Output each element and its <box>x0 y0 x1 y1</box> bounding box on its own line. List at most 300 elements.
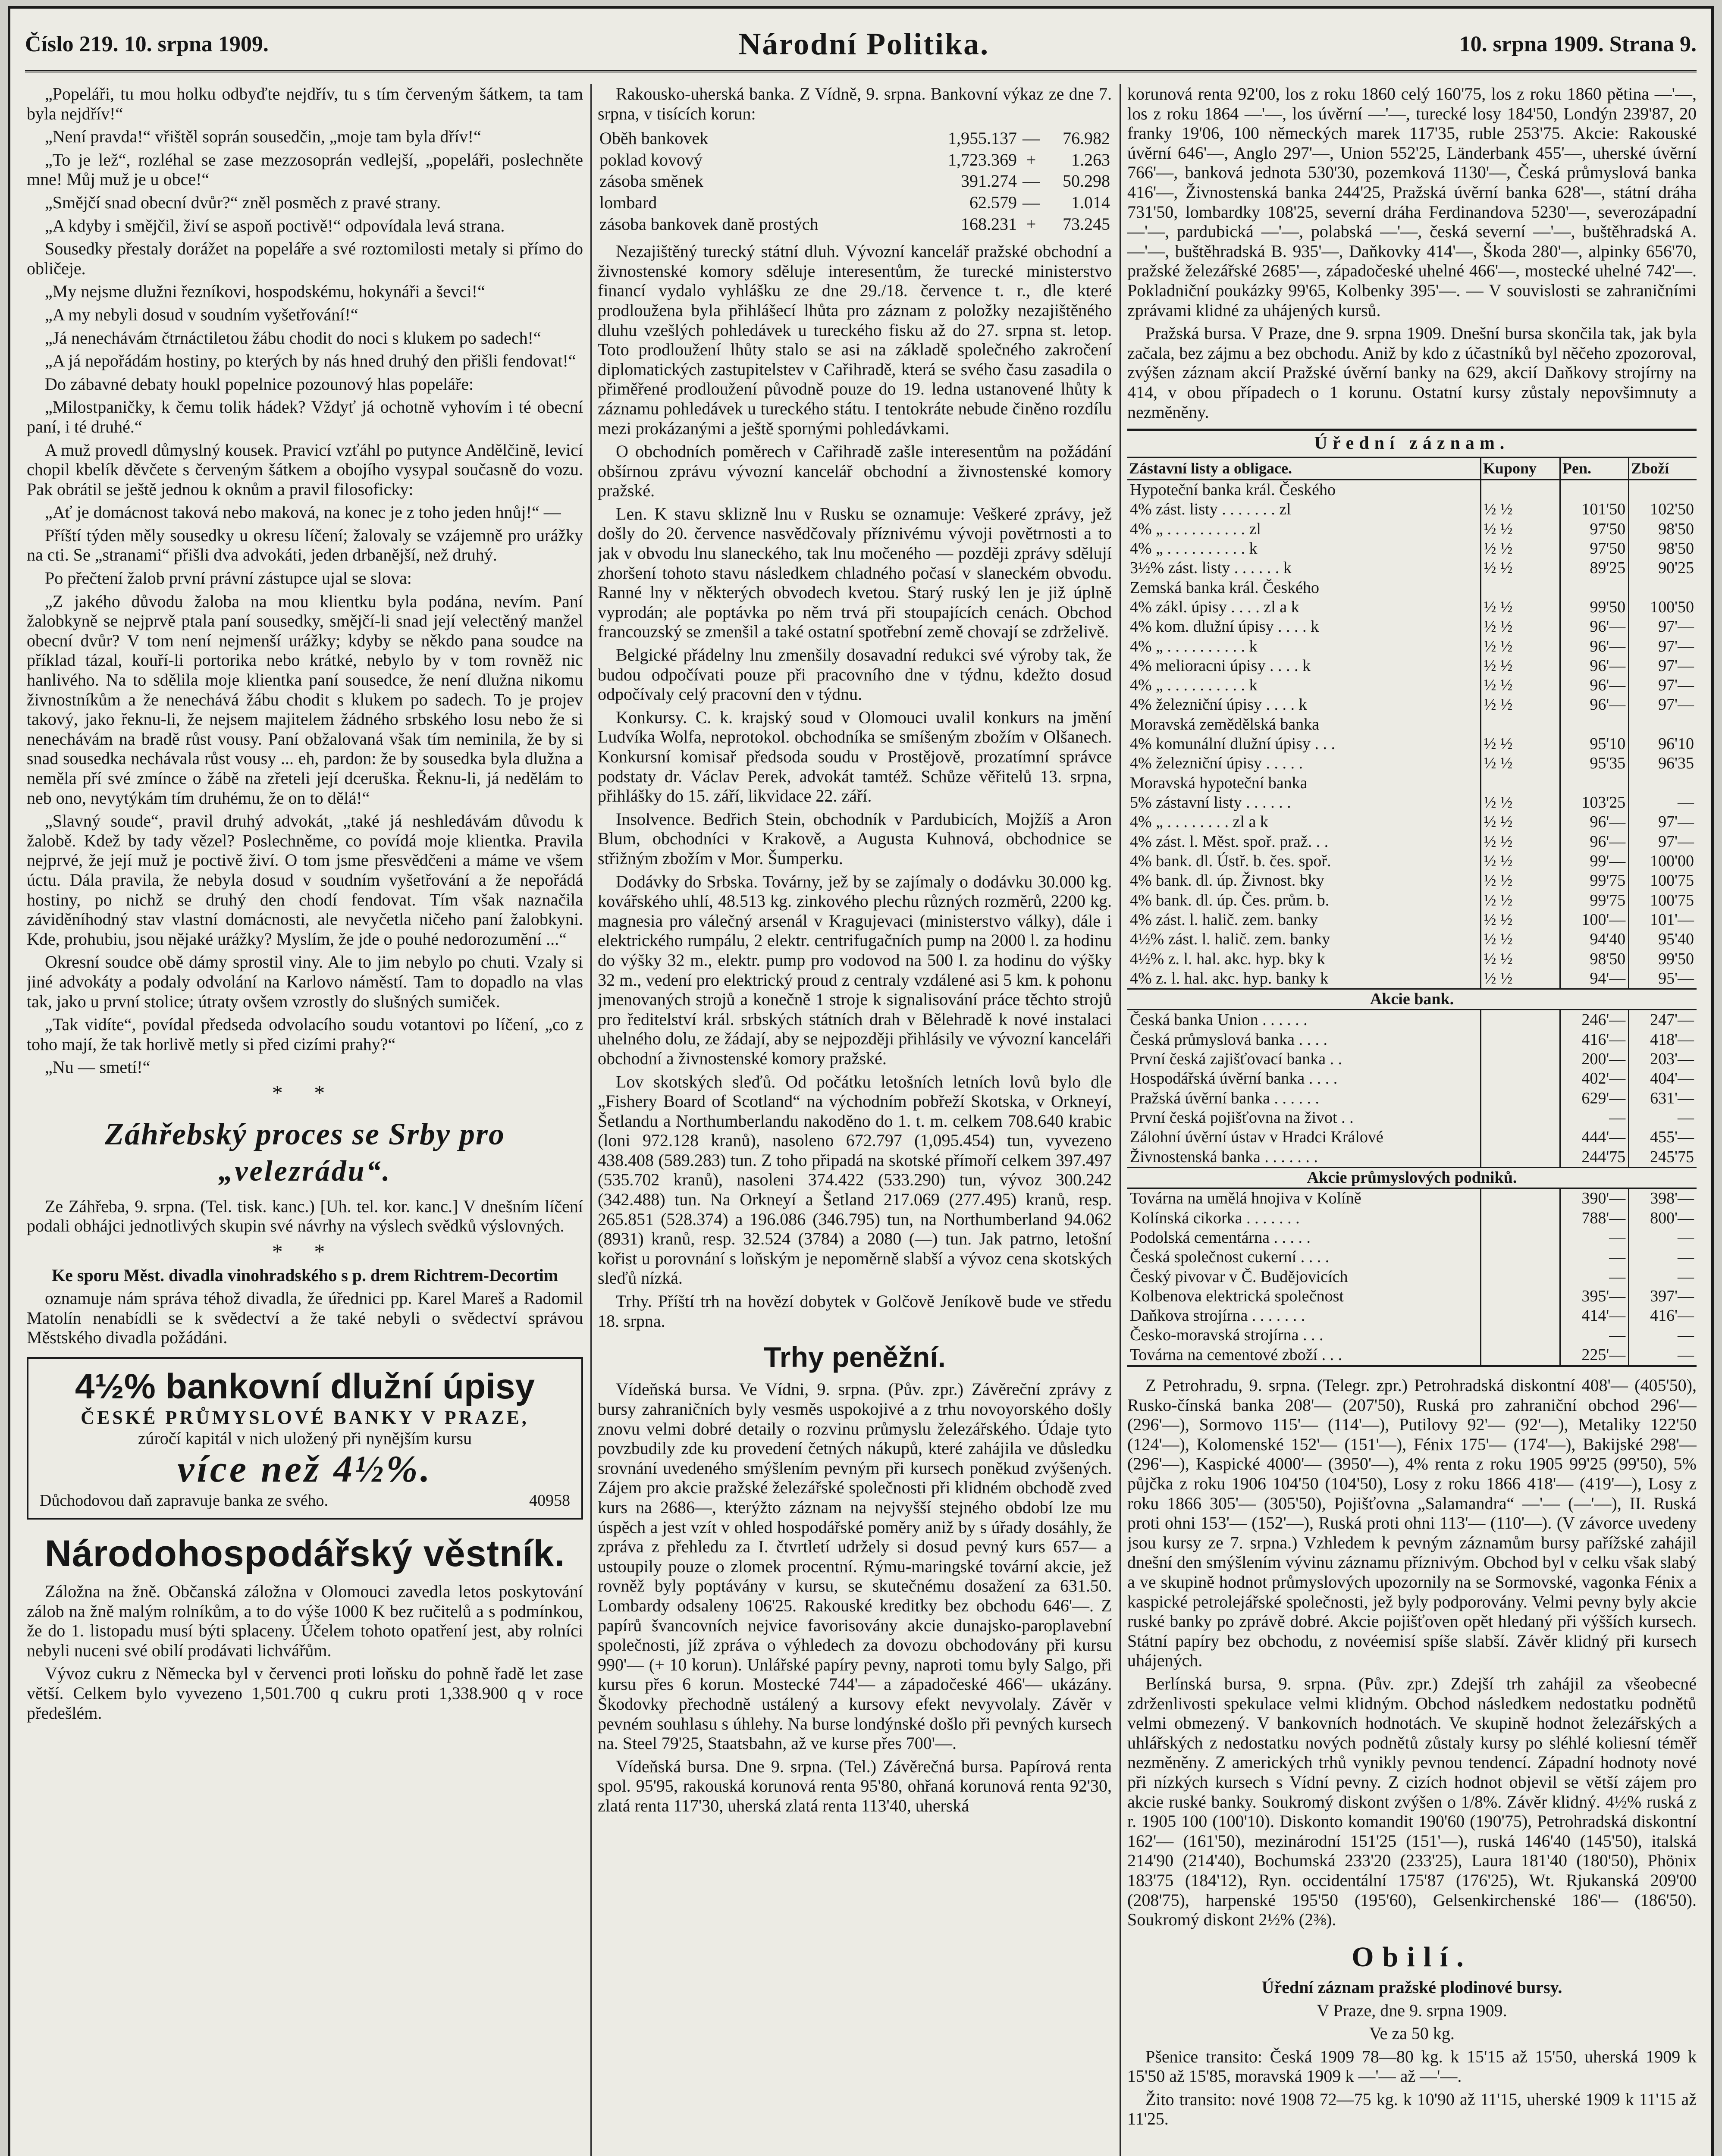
quote-cell-pen: 101'50 <box>1560 500 1629 519</box>
table-row <box>1127 1089 1697 1108</box>
news-item: Len. K stavu sklizně lnu v Rusku se oznamuje: Veškeré zprávy, jež došly do 20. července nasvědčovaly příznivému vývoji povětrnosti a to jak v obvodu lnu slaneckého, tak lnu močeného — později zprávy sdělují zhoršení tohoto stavu následkem chladného počasí v slaneckém obvodu. Ranné lny v některých obvodech kvetou. Starý ruský len je již úplně vyprodán; ale poptávka po něm trvá při stoupajících cenách. Obchod francouzský se zmenšil a také ostatní spotřební země chovají se zdrželivě. <box>598 504 1112 642</box>
ad-footer-note: Důchodovou daň zapravuje banka ze svého. <box>40 1491 328 1510</box>
table-row <box>1127 1209 1697 1228</box>
quote-cell-zbozi: 97'— <box>1629 676 1697 695</box>
quote-cell-name: Česká banka Union . . . . . . <box>1130 1011 1308 1029</box>
quote-cell-kup: ½ ½ <box>1480 520 1560 539</box>
issue-date-page: 10. srpna 1909. Strana 9. <box>1459 31 1697 56</box>
quote-cell-kup <box>1480 1108 1560 1128</box>
column-header: Zboží <box>1629 458 1697 480</box>
quote-cell-zbozi: 95'40 <box>1629 930 1697 949</box>
quote-cell-name: 4% „ . . . . . . . . zl a k <box>1130 813 1268 831</box>
quote-cell-zbozi: 100'75 <box>1629 871 1697 890</box>
quote-cell-pen: 97'50 <box>1560 520 1629 539</box>
quote-cell-pen: — <box>1560 1267 1629 1287</box>
section-divider: * * <box>272 1239 338 1263</box>
news-item: Nezajištěný turecký státní dluh. Vývozní kancelář pražské obchodní a živnostenské komory sděluje interesentům, že turecké ministerstvo financí vydalo vyhlášku ze dne 29./18. července t. r., dle které prodloužena byla přihlášecí lhůta pro záznam z položky nezajištěného dluhu vzešlých pohledávek u tureckého fisku až do 27. srpna st. letop. Toto prodloužení lhůty stalo se asi na základě společného zakročení diplomatických zastupitelstev v Cařihradě, která se svého času zasadila o přiměřené prodloužení původně pouze do 19. ledna ustanovené lhůty k záznamu pohledávek u tureckého státu. I tentokráte nebude činěno rozdílu mezi prokázanými a ještě spornými pohledávkami. <box>598 241 1112 438</box>
quote-cell-pen: 94'— <box>1560 969 1629 989</box>
table-row <box>1127 832 1697 852</box>
quote-cell-kup: ½ ½ <box>1480 852 1560 871</box>
quote-cell-kup <box>1480 1069 1560 1088</box>
quote-cell-name: Továrna na cementové zboží . . . <box>1130 1345 1342 1364</box>
column-header: Kupony <box>1480 458 1560 480</box>
table-row <box>1127 1287 1697 1306</box>
table-row <box>598 213 1112 235</box>
quote-cell-zbozi: 398'— <box>1629 1188 1697 1209</box>
quote-cell-kup: ½ ½ <box>1480 910 1560 930</box>
quote-cell-zbozi: — <box>1629 793 1697 812</box>
table-header-row <box>1127 458 1697 480</box>
feuilleton-story <box>27 84 583 1077</box>
masthead <box>25 18 1697 72</box>
quote-cell-zbozi: 99'50 <box>1629 950 1697 969</box>
bank-row-label: zásoba směnek <box>599 171 704 191</box>
table-row <box>1127 950 1697 969</box>
theatre-article: oznamuje nám správa téhož divadla, že úřednici pp. Karel Mareš a Radomil Matolín nenabídli se k svědectví a že také nebyli o svědectví správou Městského divadla požádáni. <box>27 1288 583 1348</box>
quote-cell-name: 4% melioracni úpisy . . . . k <box>1130 656 1311 675</box>
bank-row-amount: 62.579 <box>969 192 1017 212</box>
quote-cell-pen: 99'50 <box>1560 598 1629 617</box>
quote-cell-kup <box>1480 1287 1560 1306</box>
story-paragraph: „A kdyby i smějčil, živí se aspoň poctivě!“ odpovídala levá strana. <box>45 216 505 235</box>
newspaper-title: Národní Politika. <box>738 26 990 61</box>
quote-cell-zbozi: 100'50 <box>1629 598 1697 617</box>
section-row <box>1127 989 1697 1010</box>
story-paragraph: „To je lež“, rozléhal se zase mezzosoprán vedlejší, „popeláři, poslechněte mne! Můj muž je u obce!“ <box>27 150 583 189</box>
quote-cell-kup <box>1480 1228 1560 1247</box>
quote-cell-kup: ½ ½ <box>1480 969 1560 989</box>
quote-cell-pen: — <box>1560 1247 1629 1267</box>
quote-cell-pen: 99'75 <box>1560 871 1629 890</box>
bank-row-sign: — <box>1023 192 1040 212</box>
quote-cell-zbozi: 97'— <box>1629 617 1697 636</box>
market-report: Berlínská bursa, 9. srpna. (Pův. zpr.) Zdejší trh zahájil za všeobecné zdrženlivosti spekulace velmi klidným. Obchod následkem nedostatku podnětů velmi obmezený. V bankovních hodnotách. Ve skupině hodnot železářských a uhlářských z nedostatku nových podnětů zůstaly kursy po sléhlé koliesní téměř nezměněny. Z amerických trhů vynikly pevnou tendencí. Západní hodnoty nové při nízkých kursech s Vídní pevny. Z cizích hodnot objevil se větší zájem pro akcie ruské banky. Soukromý diskont zvýšen o 1/8%. Závěr klidný. 4½% ruská z r. 1905 100 (100'10). Diskonto komandit 190'60 (190'75), Petrohradská diskontní 162'— (161'50), mezinárodní 151'25 (151'—), ruská 146'40 (145'50), italská 214'90 (214'40), Bochumská 233'20 (233'25), Laura 181'40 (180'50), Phönix 183'75 (184'12), Ryn. occidentální 175'87 (176'25), Wt. Rjukanská 209'00 (208'75), harpenské 195'50 (195'60), Gelsenkirchenské 186'— (186'50). Soukromý diskont 2½% (2⅜). <box>1127 1673 1697 1930</box>
news-item: Konkursy. C. k. krajský soud v Olomouci uvalil konkurs na jmění Ludvíka Wolfa, neprotokol. obchodníka se smíšeným zbožím v Olšanech. Konkursní komisař předsoda soudu v Prostějově, prozatímní správce podstaty dr. Václav Perek, advokát tamtéž. Schůze věřitelů 13. srpna, přihlášky do 15. září, likvidace 22. září. <box>598 707 1112 806</box>
quote-cell-name: První česká zajišťovací banka . . <box>1130 1050 1342 1069</box>
table-row <box>1127 520 1697 539</box>
quote-cell-zbozi: 90'25 <box>1629 558 1697 578</box>
quote-cell-zbozi: — <box>1629 1228 1697 1247</box>
table-row <box>1127 734 1697 754</box>
quote-cell-kup: ½ ½ <box>1480 500 1560 519</box>
quote-cell-zbozi: 98'50 <box>1629 520 1697 539</box>
quote-cell-zbozi: 98'50 <box>1629 539 1697 558</box>
quote-cell-zbozi: 102'50 <box>1629 500 1697 519</box>
table-row <box>1127 480 1697 500</box>
quote-cell-zbozi: — <box>1629 1247 1697 1267</box>
quote-cell-name: Česká průmyslová banka . . . . <box>1130 1030 1328 1049</box>
quote-cell-pen: 97'50 <box>1560 539 1629 558</box>
quote-cell-kup: ½ ½ <box>1480 656 1560 676</box>
grain-title: Obilí. <box>1352 1941 1472 1973</box>
table-row <box>1127 1267 1697 1287</box>
newspaper-page <box>8 6 1714 2156</box>
quote-cell-pen: 416'— <box>1560 1030 1629 1050</box>
table-row <box>1127 1306 1697 1326</box>
quote-cell-kup: ½ ½ <box>1480 617 1560 636</box>
economic-article: Vývoz cukru z Německa byl v červenci proti loňsku do pohně řadě let zase větší. Celkem bylo vyvezeno 1,501.700 q cukru proti 1,338.900 q v roce předešlém. <box>27 1664 583 1723</box>
quote-cell-kup <box>1480 1030 1560 1050</box>
table-row <box>1127 793 1697 812</box>
table-row <box>1127 656 1697 676</box>
quote-cell-name: Hypoteční banka král. Českého <box>1130 481 1336 499</box>
quote-cell-name: 4% kom. dlužní úpisy . . . . k <box>1130 617 1319 636</box>
column-right <box>1127 84 1697 2156</box>
economic-article: Záložna na žně. Občanská záložna v Olomouci zavedla letos poskytování zálob na žně malým rolníkům, a to do výše 1000 K bez ručitelů a s podmínkou, že do 1. listopadu musí býti splaceny. Účelem tohoto opatření jest, aby rolníci nebyli nuceni své obilí prodávati lichvářům. <box>27 1581 583 1660</box>
quote-cell-name: Česko-moravská strojírna . . . <box>1130 1326 1324 1344</box>
bank-row-sign: + <box>1026 150 1036 169</box>
quote-cell-kup <box>1480 1247 1560 1267</box>
story-paragraph: „My nejsme dlužni řezníkovi, hospodskému, hokynáři a ševci!“ <box>45 282 485 301</box>
quote-cell-zbozi: — <box>1629 1108 1697 1128</box>
quote-cell-pen: — <box>1560 1108 1629 1128</box>
issue-number: Číslo 219. 10. srpna 1909. <box>25 31 269 56</box>
table-row <box>1127 617 1697 636</box>
money-markets-title: Trhy peněžní. <box>764 1341 946 1373</box>
quote-cell-zbozi: — <box>1629 1326 1697 1345</box>
news-item: Belgické přádelny lnu zmenšily dosavadní redukci své výroby tak, že budou odpočívati pouze při pracovního dne v týdnu, kdežto dosud odpočívaly celý pracovní den v týdnu. <box>598 645 1112 704</box>
quote-cell-kup <box>1480 1128 1560 1147</box>
quote-cell-pen: 95'10 <box>1560 734 1629 754</box>
bank-report-intro: Rakousko-uherská banka. Z Vídně, 9. srpna. Bankovní výkaz ze dne 7. srpna, v tisících korun: <box>598 84 1112 123</box>
grain-place-date: V Praze, dne 9. srpna 1909. <box>1317 2000 1507 2020</box>
quote-cell-kup: ½ ½ <box>1480 558 1560 578</box>
table-row <box>1127 754 1697 773</box>
quote-cell-pen: 98'50 <box>1560 950 1629 969</box>
quote-cell-pen <box>1560 578 1629 598</box>
quote-cell-kup: ½ ½ <box>1480 539 1560 558</box>
market-report: Z Petrohradu, 9. srpna. (Telegr. zpr.) Petrohradská diskontní 408'— (405'50), Rusko-čínská banka 208'— (207'50), Ruská pro zahraniční obchod 296'— (296'—), Sormovo 115'— (114'—), Putilovy 92'— (92'—), Metaliky 122'50 (124'—), Kolomenské 152'— (151'—), Fénix 175'— (174'—), Bakijské 298'— (296'—), Kaspické 4000'— (3950'—), 4% renta z roku 1905 99'25 (99'50), 5% půjčka z roku 1906 104'50 (104'50), Losy z roku 1866 418'— (419'—), Losy z roku 1866 305'— (305'50), Pojišťovna „Salamandra“ —'— (—'—), II. Ruská proti ohni 153'— (152'—), Ruská proti ohni 113'— (110'—). (V závorce uvedeny jsou kursy ze 7. srpna.) Vzhledem k pevným záznamům bursy pařížské zahájil dnešní den smýšlením vývinu záznamu příznivým. Obchod byl v celku však slabý a ve skupině hodnot průmyslových upozornily na se Sormovské, vagonka Fénix a kaspické petrolejářské společnosti, jež byly podporovány. Velmi pevny byly akcie ruské banky po zprávě dobré. Akcie pojišťoven opět hledaný při výšších kursech. Státní papíry bez obchodu, z novéemisí spíše slabší. Závěr klidný při kursech uhájených. <box>1127 1376 1697 1670</box>
quote-cell-zbozi: 97'— <box>1629 656 1697 676</box>
ad-footer <box>40 1492 570 1510</box>
quote-cell-name: 4% komunální dlužní úpisy . . . <box>1130 735 1336 753</box>
bank-row-amount: 1,723.369 <box>948 150 1017 169</box>
quote-cell-kup <box>1480 715 1560 734</box>
story-paragraph: „Já nenechávám čtrnáctiletou žábu chodit do noci s klukem po sadech!“ <box>45 328 541 348</box>
table-row <box>1127 558 1697 578</box>
quote-cell-name: 4% „ . . . . . . . . . . k <box>1130 539 1258 558</box>
table-row <box>1127 1050 1697 1069</box>
quote-cell-zbozi: 97'— <box>1629 695 1697 714</box>
table-row <box>598 192 1112 213</box>
table-row <box>1127 539 1697 558</box>
quote-cell-kup <box>1480 774 1560 793</box>
section-row <box>1127 1167 1697 1188</box>
quote-cell-name: 4% bank. dl. Ústř. b. čes. spoř. <box>1130 852 1331 870</box>
table-row <box>1127 1228 1697 1247</box>
quote-cell-zbozi: 203'— <box>1629 1050 1697 1069</box>
quote-cell-kup: ½ ½ <box>1480 598 1560 617</box>
story-paragraph: „Slavný soude“, pravil druhý advokát, „také já neshledávám důvodu k žalobě. Kdež by tady vězel? Poslechněme, co povídá moje klientka. Pravila nejprvé, že její muž je poctivě živí. O tom jsme přesvědčeni a máme ve všem úctu. Dála pravila, že nebyla dosud v soudním vyšetřování a že nepořádá hostiny, po nichž se druhý den chodí fendovat. Tím však naznačila záviděníhodný stav vlastní domácnosti, ale nevyčetla ničeho paní žalobkyni. Kde, prohubiu, jsou nějaké urážky? Myslím, že jde o pouhé nedorozumění ...“ <box>27 811 583 949</box>
quote-cell-kup <box>1480 1050 1560 1069</box>
quote-cell-zbozi: 245'75 <box>1629 1147 1697 1168</box>
quote-cell-pen: 444'— <box>1560 1128 1629 1147</box>
story-paragraph: „Z jakého důvodu žaloba na mou klientku byla podána, nevím. Paní žalobkyně se nejprvě ptala paní sousedky, smějčí-li snad její velectěný manžel obecní dvůr? V tom není nejmenší urážky; kdyby se někdo pana soudce na příklad tázal, kouří-li portorika nebo krátké, nebylo by v tom rovněž nic hanlivého. Na to sdělila moje klientka paní sousedce, že není dlužna nikomu živnostníkům a že nenechává žábu chodit s klukem po sadech. To je projev takový, jako řeknu-li, že nejsem majitelem žádného srbského losu nebo že si nenechávám na bradě růst vousy. Paní obžalovaná však tím neminila, že by si snad sousedka nechávala růst vousy ... eh, pardon: že by sousedka byla dlužna a nemělа pří své zmínce o žábě na zřeteli její dceruška. Řeknu-li, já nedělám to neb ono, nevytýkám tím druhému, že on to dělá!“ <box>27 591 583 808</box>
quote-cell-zbozi: 95'— <box>1629 969 1697 989</box>
table-row <box>1127 715 1697 734</box>
quote-cell-pen: 395'— <box>1560 1287 1629 1306</box>
story-paragraph: „Milostpaničky, k čemu tolik hádek? Vždyť já ochotně vyhovím i té obecní paní, i té druhé.“ <box>27 397 583 436</box>
column-left <box>27 84 583 2156</box>
table-row <box>1127 774 1697 793</box>
quote-cell-pen: 103'25 <box>1560 793 1629 812</box>
table-row <box>1127 1147 1697 1168</box>
bank-row-diff: 50.298 <box>1063 171 1110 191</box>
quote-cell-name: Moravská hypoteční banka <box>1130 774 1308 792</box>
news-item: Lov skotských sleďů. Od počátku letošních letních lovů bylo dle „Fishery Board of Scotland“ na východním pobřeží Skotska, v Orkneyí, Šetlandu a Northumberlandu nakoděno do 1. t. m. celkem 708.640 krabic (loni 972.128 kranů), nasoleno 672.797 (1,095.454) tun, vyvezeno 438.408 (589.283) tun. Z toho připadá na skotské přímoří celkem 397.497 (535.702 kranů), nasoleni 374.422 (533.290) tun, vývoz 300.242 (342.488) tun. Na Orkneyí a Šetland 217.069 (277.495) kranů, resp. 265.851 (528.374) a 196.086 (346.795) tun, na Northumberland 94.062 (8931) kranů, resp. 32.524 (3784) a 2080 (—) tun. Jak patrno, letošní kořist u porovnání s loňským je nepoměrně slabší a vývoz cena skotských sleďů nízká. <box>598 1072 1112 1288</box>
quote-cell-name: Česká společnost cukerní . . . . <box>1130 1248 1330 1266</box>
table-row <box>1127 1247 1697 1267</box>
quote-cell-zbozi: 96'35 <box>1629 754 1697 773</box>
quote-cell-name: 4% „ . . . . . . . . . . k <box>1130 676 1258 695</box>
quote-cell-zbozi: 247'— <box>1629 1010 1697 1030</box>
quote-cell-pen <box>1560 774 1629 793</box>
news-item: O obchodních poměrech v Cařihradě zašle interesentům na požádání obšírnou zprávu vývozní kancelář obchodní a živnostenské komory pražské. <box>598 442 1112 501</box>
quote-cell-name: 4% zást. l. halič. zem. banky <box>1130 910 1318 929</box>
story-paragraph: Sousedky přestaly dorážet na popeláře a své roztomilosti metaly si přímo do obličeje. <box>27 239 583 278</box>
quote-cell-zbozi: — <box>1629 1267 1697 1287</box>
quote-cell-pen: — <box>1560 1228 1629 1247</box>
table-row <box>1127 812 1697 832</box>
quote-cell-kup <box>1480 578 1560 598</box>
quote-cell-zbozi: 101'— <box>1629 910 1697 930</box>
quote-cell-zbozi: — <box>1629 1345 1697 1365</box>
quote-cell-kup: ½ ½ <box>1480 676 1560 695</box>
market-report: Vídeňská bursa. Dne 9. srpna. (Tel.) Závěrečná bursa. Papírová renta spol. 95'95, rakouská korunová renta 95'80, ohřaná korunová renta 92'30, zlatá renta 117'30, uherská zlatá renta 113'40, uherská <box>598 1756 1112 1815</box>
quote-cell-zbozi: 100'75 <box>1629 891 1697 910</box>
quote-cell-name: Živnostenská banka . . . . . . . <box>1130 1147 1318 1166</box>
quote-cell-kup: ½ ½ <box>1480 832 1560 852</box>
news-item: Dodávky do Srbska. Továrny, jež by se zajímaly o dodávku 30.000 kg. kovářského uhlí, 48.513 kg. zinkového plechu různých rozměrů, 2200 kg. magnesia pro válečný arsenál v Kragujevaci (ministerstvo války), dále i elektrického rumpálu, 2 elektr. centrifugačních pump na 2000 l. za hodinu do výšky 32 m., elektr. pump pro vodovod na 500 l. za hodinu do výšky 32 m., vedení pro elektrický proud z centraly vzdálené asi 5 km. k pohonu jmenovaných strojů a konečně 1 stroje k signalisování práce těchto strojů pro ředitelství král. srbských státních drah v Bělehradě k nové instalaci uhelného dolu, ze žádají, aby se nejpozději přihlásily ve vývozní kanceláři obchodní a živnostenské komory pražské. <box>598 871 1112 1068</box>
bank-row-label: lombard <box>599 192 657 212</box>
quote-cell-kup <box>1480 1010 1560 1030</box>
quote-cell-name: Továrna na umělá hnojiva v Kolíně <box>1130 1189 1361 1208</box>
table-row <box>1127 500 1697 519</box>
quote-cell-name: Zemská banka král. Českého <box>1130 578 1319 597</box>
bank-row-diff: 73.245 <box>1063 214 1110 234</box>
bourse-continuation: korunová renta 92'00, los z roku 1860 celý 160'75, los z roku 1860 pětina —'—, los z roku 1864 —'—, los úvěrní —'—, turecké losy 184'50, Londýn 239'87, 20 franky 19'06, 100 německých marek 117'35, ruble 253'75. Akcie: Rakouské úvěrní 646'—, Anglo 297'—, Union 552'25, Länderbank 455'—, uherské úvěrní 766'—, banková jednota 530'30, pozemková 1130'—, Česká průmyslová banka 416'—, Živnostenská banka 244'25, Pražská úvěrní banka 628'—, státní dráha 731'50, lombardky 108'25, severní dráha Ferdinandova 5230'—, severozápadní —'—, pardubická —'—, polabská —'—, česká severní —'—, buštěhradská A. —'—, buštěhradská B. 935'—, Daňkovky 414'—, Škoda 280'—, alpinky 656'70, pražské železářské 2685'—, západočeské uhelné 466'—, mostecké uhelné 742'—. Pokladniční poukázky 99'65, Kolbenky 395'—. — V souvislosti se zahraničními zprávami klidné za uhájených kursů. <box>1127 84 1697 320</box>
quote-cell-kup <box>1480 1209 1560 1228</box>
story-paragraph: „Není pravda!“ vřištěl soprán sousedčin, „moje tam byla dřív!“ <box>45 127 481 147</box>
news-item: Insolvence. Bedřich Stein, obchodník v Pardubicích, Mojžíš a Aron Blum, obchodníci v Krakově, a Augusta Kuhnová, obchodnice se střižným zbožím v Mor. Šumperku. <box>598 809 1112 868</box>
quote-cell-zbozi: 418'— <box>1629 1030 1697 1050</box>
table-row <box>598 128 1112 149</box>
table-row <box>1127 969 1697 989</box>
bank-row-diff: 76.982 <box>1063 128 1110 148</box>
bank-row-label: Oběh bankovek <box>599 128 709 148</box>
bank-row-amount: 168.231 <box>961 214 1017 234</box>
quote-cell-zbozi: 97'— <box>1629 832 1697 852</box>
quote-cell-name: 4% „ . . . . . . . . . . k <box>1130 637 1258 655</box>
quote-cell-kup <box>1480 1306 1560 1326</box>
zagreb-subheadline: „velezrádu“. <box>218 1154 392 1187</box>
quote-cell-pen: 89'25 <box>1560 558 1629 578</box>
quote-cell-zbozi: 97'— <box>1629 637 1697 656</box>
bank-advertisement <box>27 1357 583 1520</box>
prague-bourse-report: Pražská bursa. V Praze, dne 9. srpna 1909. Dnešní bursa skončila tak, jak byla začala, bez zájmu a bez obchodu. Aniž by kdo z účastníků byl něčeho zpozoroval, zvýšen záznam akcií Pražské úvěrní banky na 629, akcií Daňkovy strojírny na 414, v obou případech o 1 korunu. Ostatní kursy zůstaly nepovšimnuty a nezměněny. <box>1127 323 1697 422</box>
quote-cell-kup: ½ ½ <box>1480 871 1560 890</box>
ad-rate: více než 4½%. <box>177 1448 433 1491</box>
news-item: Trhy. Příští trh na hovězí dobytek v Golčově Jeníkově bude ve středu 18. srpna. <box>598 1291 1112 1331</box>
quote-cell-pen: 96'— <box>1560 617 1629 636</box>
quote-cell-kup: ½ ½ <box>1480 891 1560 910</box>
bank-row-diff: 1.263 <box>1071 150 1110 169</box>
story-paragraph: „A my nebyli dosud v soudním vyšetřování!“ <box>45 304 358 324</box>
quote-cell-name: Kolínská cikorka . . . . . . . <box>1130 1209 1300 1227</box>
column-header: Pen. <box>1560 458 1629 480</box>
bank-row-amount: 391.274 <box>961 171 1017 191</box>
quote-cell-kup <box>1480 1345 1560 1365</box>
official-quotes-title: Úřední záznam. <box>1127 429 1697 458</box>
quote-cell-pen: 390'— <box>1560 1188 1629 1209</box>
quote-cell-pen: 629'— <box>1560 1089 1629 1108</box>
quote-cell-pen: 402'— <box>1560 1069 1629 1088</box>
bank-row-diff: 1.014 <box>1071 192 1110 212</box>
quote-cell-zbozi: 100'00 <box>1629 852 1697 871</box>
quote-cell-name: 4% zást. l. Měst. spoř. praž. . . <box>1130 832 1329 851</box>
bank-row-label: zásoba bankovek daně prostých <box>599 214 819 234</box>
quote-cell-name: 4% železniční úpisy . . . . k <box>1130 696 1307 714</box>
story-paragraph: Do zábavné debaty houkl popelnice pozounový hlas popeláře: <box>45 374 474 394</box>
quote-cell-kup: ½ ½ <box>1480 950 1560 969</box>
grain-quote: Žito transito: nové 1908 72—75 kg. k 10'90 až 11'15, uherské 1909 k 11'15 až 11'25. <box>1127 2089 1697 2129</box>
quote-cell-zbozi: 397'— <box>1629 1287 1697 1306</box>
quotes-table-wrapper <box>1127 458 1697 1367</box>
table-row <box>1127 910 1697 930</box>
ad-number: 40958 <box>529 1491 570 1510</box>
quote-cell-name: 3½% zást. listy . . . . . . k <box>1130 559 1292 577</box>
quote-cell-pen: 96'— <box>1560 812 1629 832</box>
quote-cell-pen: 99'75 <box>1560 891 1629 910</box>
quote-cell-name: Kolbenova elektrická společnost <box>1130 1287 1344 1305</box>
quotes-table <box>1127 458 1697 1365</box>
column-header: Zástavní listy a obligace. <box>1127 458 1480 480</box>
quote-cell-pen: — <box>1560 1326 1629 1345</box>
bank-report-table <box>598 128 1112 235</box>
ad-bank-name: ČESKÉ PRŮMYSLOVÉ BANKY V PRAZE, <box>81 1407 529 1428</box>
quote-cell-name: Moravská zemědělská banka <box>1130 715 1319 733</box>
ad-title: 4½% bankovní dlužní úpisy <box>75 1367 535 1407</box>
quote-cell-name: 4% zást. listy . . . . . . . zl <box>1130 500 1291 519</box>
bank-row-amount: 1,955.137 <box>948 128 1017 148</box>
story-paragraph: „Nu — smetí!“ <box>45 1057 151 1077</box>
quote-cell-name: Hospodářská úvěrní banka . . . . <box>1130 1069 1338 1088</box>
table-row <box>1127 598 1697 617</box>
quote-cell-zbozi <box>1629 578 1697 598</box>
quote-cell-pen: 100'— <box>1560 910 1629 930</box>
story-paragraph: „Smějčí snad obecní dvůr?“ zněl posměch z pravé strany. <box>45 192 441 212</box>
table-row <box>1127 676 1697 695</box>
quote-cell-name: Pražská úvěrní banka . . . . . . <box>1130 1089 1319 1107</box>
quote-cell-pen: 99'— <box>1560 852 1629 871</box>
story-paragraph: Po přečtení žalob první právní zástupce ujal se slova: <box>45 568 412 588</box>
quote-cell-pen: 246'— <box>1560 1010 1629 1030</box>
quote-cell-name: 4½% z. l. hal. akc. hyp. bky k <box>1130 950 1325 968</box>
quote-cell-name: 4% zákl. úpisy . . . . zl a k <box>1130 598 1299 616</box>
table-row <box>598 170 1112 192</box>
quote-cell-name: Podolská cementárna . . . . . <box>1130 1228 1311 1247</box>
grain-quote: Pšenice transito: Česká 1909 78—80 kg. k 15'15 až 15'50, uherská 1909 k 15'50 až 15'85, moravská 1909 k —'— až —'—. <box>1127 2046 1697 2086</box>
quote-cell-zbozi: 97'— <box>1629 812 1697 832</box>
quote-cell-pen: 788'— <box>1560 1209 1629 1228</box>
quote-cell-name: 4% bank. dl. úp. Živnost. bky <box>1130 871 1324 890</box>
story-paragraph: Příští týden měly sousedky u okresu líčení; žalovaly se vzájemně pro urážky na cti. Se „stranami“ přišli dva advokáti, jeden drbanější, než druhý. <box>27 525 583 565</box>
quote-cell-kup: ½ ½ <box>1480 812 1560 832</box>
story-paragraph: „Ať je domácnost taková nebo maková, na konec je z toho jeden hnůj!“ — <box>45 502 561 522</box>
quote-cell-pen: 414'— <box>1560 1306 1629 1326</box>
table-row <box>1127 695 1697 714</box>
bonds-rows <box>1127 480 1697 989</box>
quote-cell-kup: ½ ½ <box>1480 695 1560 714</box>
section-divider: * * <box>272 1080 338 1105</box>
quote-cell-kup <box>1480 1089 1560 1108</box>
quote-cell-kup: ½ ½ <box>1480 754 1560 773</box>
table-row <box>598 149 1112 171</box>
story-paragraph: Okresní soudce obě dámy sprostil viny. Ale to jim nebylo po chuti. Vzaly si jiné advokáty a podaly odvolání na Karlovo náměstí. Tam to dopadlo na vlas tak, jako u první stolice; útraty ovšem vzrostly do slušných sumiček. <box>27 952 583 1011</box>
quote-cell-pen: 225'— <box>1560 1345 1629 1365</box>
economic-section-title: Národohospodářský věstník. <box>44 1532 565 1574</box>
industrial-shares-title: Akcie průmyslových podniků. <box>1127 1167 1697 1188</box>
quote-cell-kup: ½ ½ <box>1480 930 1560 949</box>
bank-row-sign: — <box>1023 128 1040 148</box>
quote-cell-name: 4% „ . . . . . . . . . . zl <box>1130 520 1261 538</box>
quote-cell-zbozi: 455'— <box>1629 1128 1697 1147</box>
quote-cell-kup <box>1480 1267 1560 1287</box>
story-paragraph: „A já nepořádám hostiny, po kterých by nás hned druhý den přišli fendovat!“ <box>45 351 576 371</box>
quote-cell-name: 4% z. l. hal. akc. hyp. banky k <box>1130 969 1329 987</box>
table-row <box>1127 1345 1697 1365</box>
quote-cell-kup <box>1480 1188 1560 1209</box>
bank-row-sign: — <box>1023 171 1040 191</box>
theatre-headline: Ke sporu Měst. divadla vinohradského s p. drem Richtrem-Decortim <box>51 1265 558 1285</box>
column-rule <box>590 84 592 2156</box>
quote-cell-pen: 94'40 <box>1560 930 1629 949</box>
quote-cell-zbozi <box>1629 480 1697 500</box>
quote-cell-name: Zálohní úvěrní ústav v Hradci Králové <box>1130 1128 1383 1147</box>
quote-cell-name: 5% zástavní listy . . . . . . <box>1130 793 1291 812</box>
grain-subtitle: Úřední záznam pražské plodinové bursy. <box>1261 1977 1562 1997</box>
table-row <box>1127 852 1697 871</box>
quote-cell-kup <box>1480 1326 1560 1345</box>
story-paragraph: A muž provedl důmyslný kousek. Pravicí vzťáhl po putynce Andělčině, levicí chopil kbelík děvčete s červeným šátkem a obojího vysypal současně do vozu. Pak obrátil se ještě jednou k oknům a pravil filosoficky: <box>27 440 583 499</box>
grain-unit: Ve za 50 kg. <box>1369 2024 1455 2043</box>
bank-row-label: poklad kovový <box>599 150 703 169</box>
table-row <box>1127 1010 1697 1030</box>
table-row <box>1127 1128 1697 1147</box>
bank-shares-title: Akcie bank. <box>1127 989 1697 1010</box>
quote-cell-name: Český pivovar v Č. Budějovicích <box>1130 1267 1348 1286</box>
quote-cell-pen: 96'— <box>1560 832 1629 852</box>
quote-cell-pen: 96'— <box>1560 656 1629 676</box>
quote-cell-kup: ½ ½ <box>1480 793 1560 812</box>
column-rule <box>1120 84 1121 2156</box>
story-paragraph: „Popeláři, tu mou holku odbyďte nejdřív, tu s tím červeným šátkem, ta tam byla nejdřív!“ <box>27 84 583 123</box>
quote-cell-zbozi <box>1629 715 1697 734</box>
column-middle <box>598 84 1112 2156</box>
table-row <box>1127 637 1697 656</box>
quote-cell-pen: 200'— <box>1560 1050 1629 1069</box>
table-row <box>1127 1030 1697 1050</box>
quote-cell-pen: 96'— <box>1560 695 1629 714</box>
quote-cell-zbozi: 800'— <box>1629 1209 1697 1228</box>
zagreb-article: Ze Záhřeba, 9. srpna. (Tel. tisk. kanc.) [Uh. tel. kor. kanc.] V dnešním líčení podali obhájci jednotlivých skupin své návrhy na výslech svědků výslovných. <box>27 1196 583 1236</box>
bank-share-rows <box>1127 1010 1697 1168</box>
quote-cell-name: Daňkova strojírna . . . . . . . <box>1130 1307 1305 1325</box>
quote-cell-kup: ½ ½ <box>1480 637 1560 656</box>
table-row <box>1127 930 1697 949</box>
quote-cell-pen <box>1560 715 1629 734</box>
table-row <box>1127 578 1697 598</box>
